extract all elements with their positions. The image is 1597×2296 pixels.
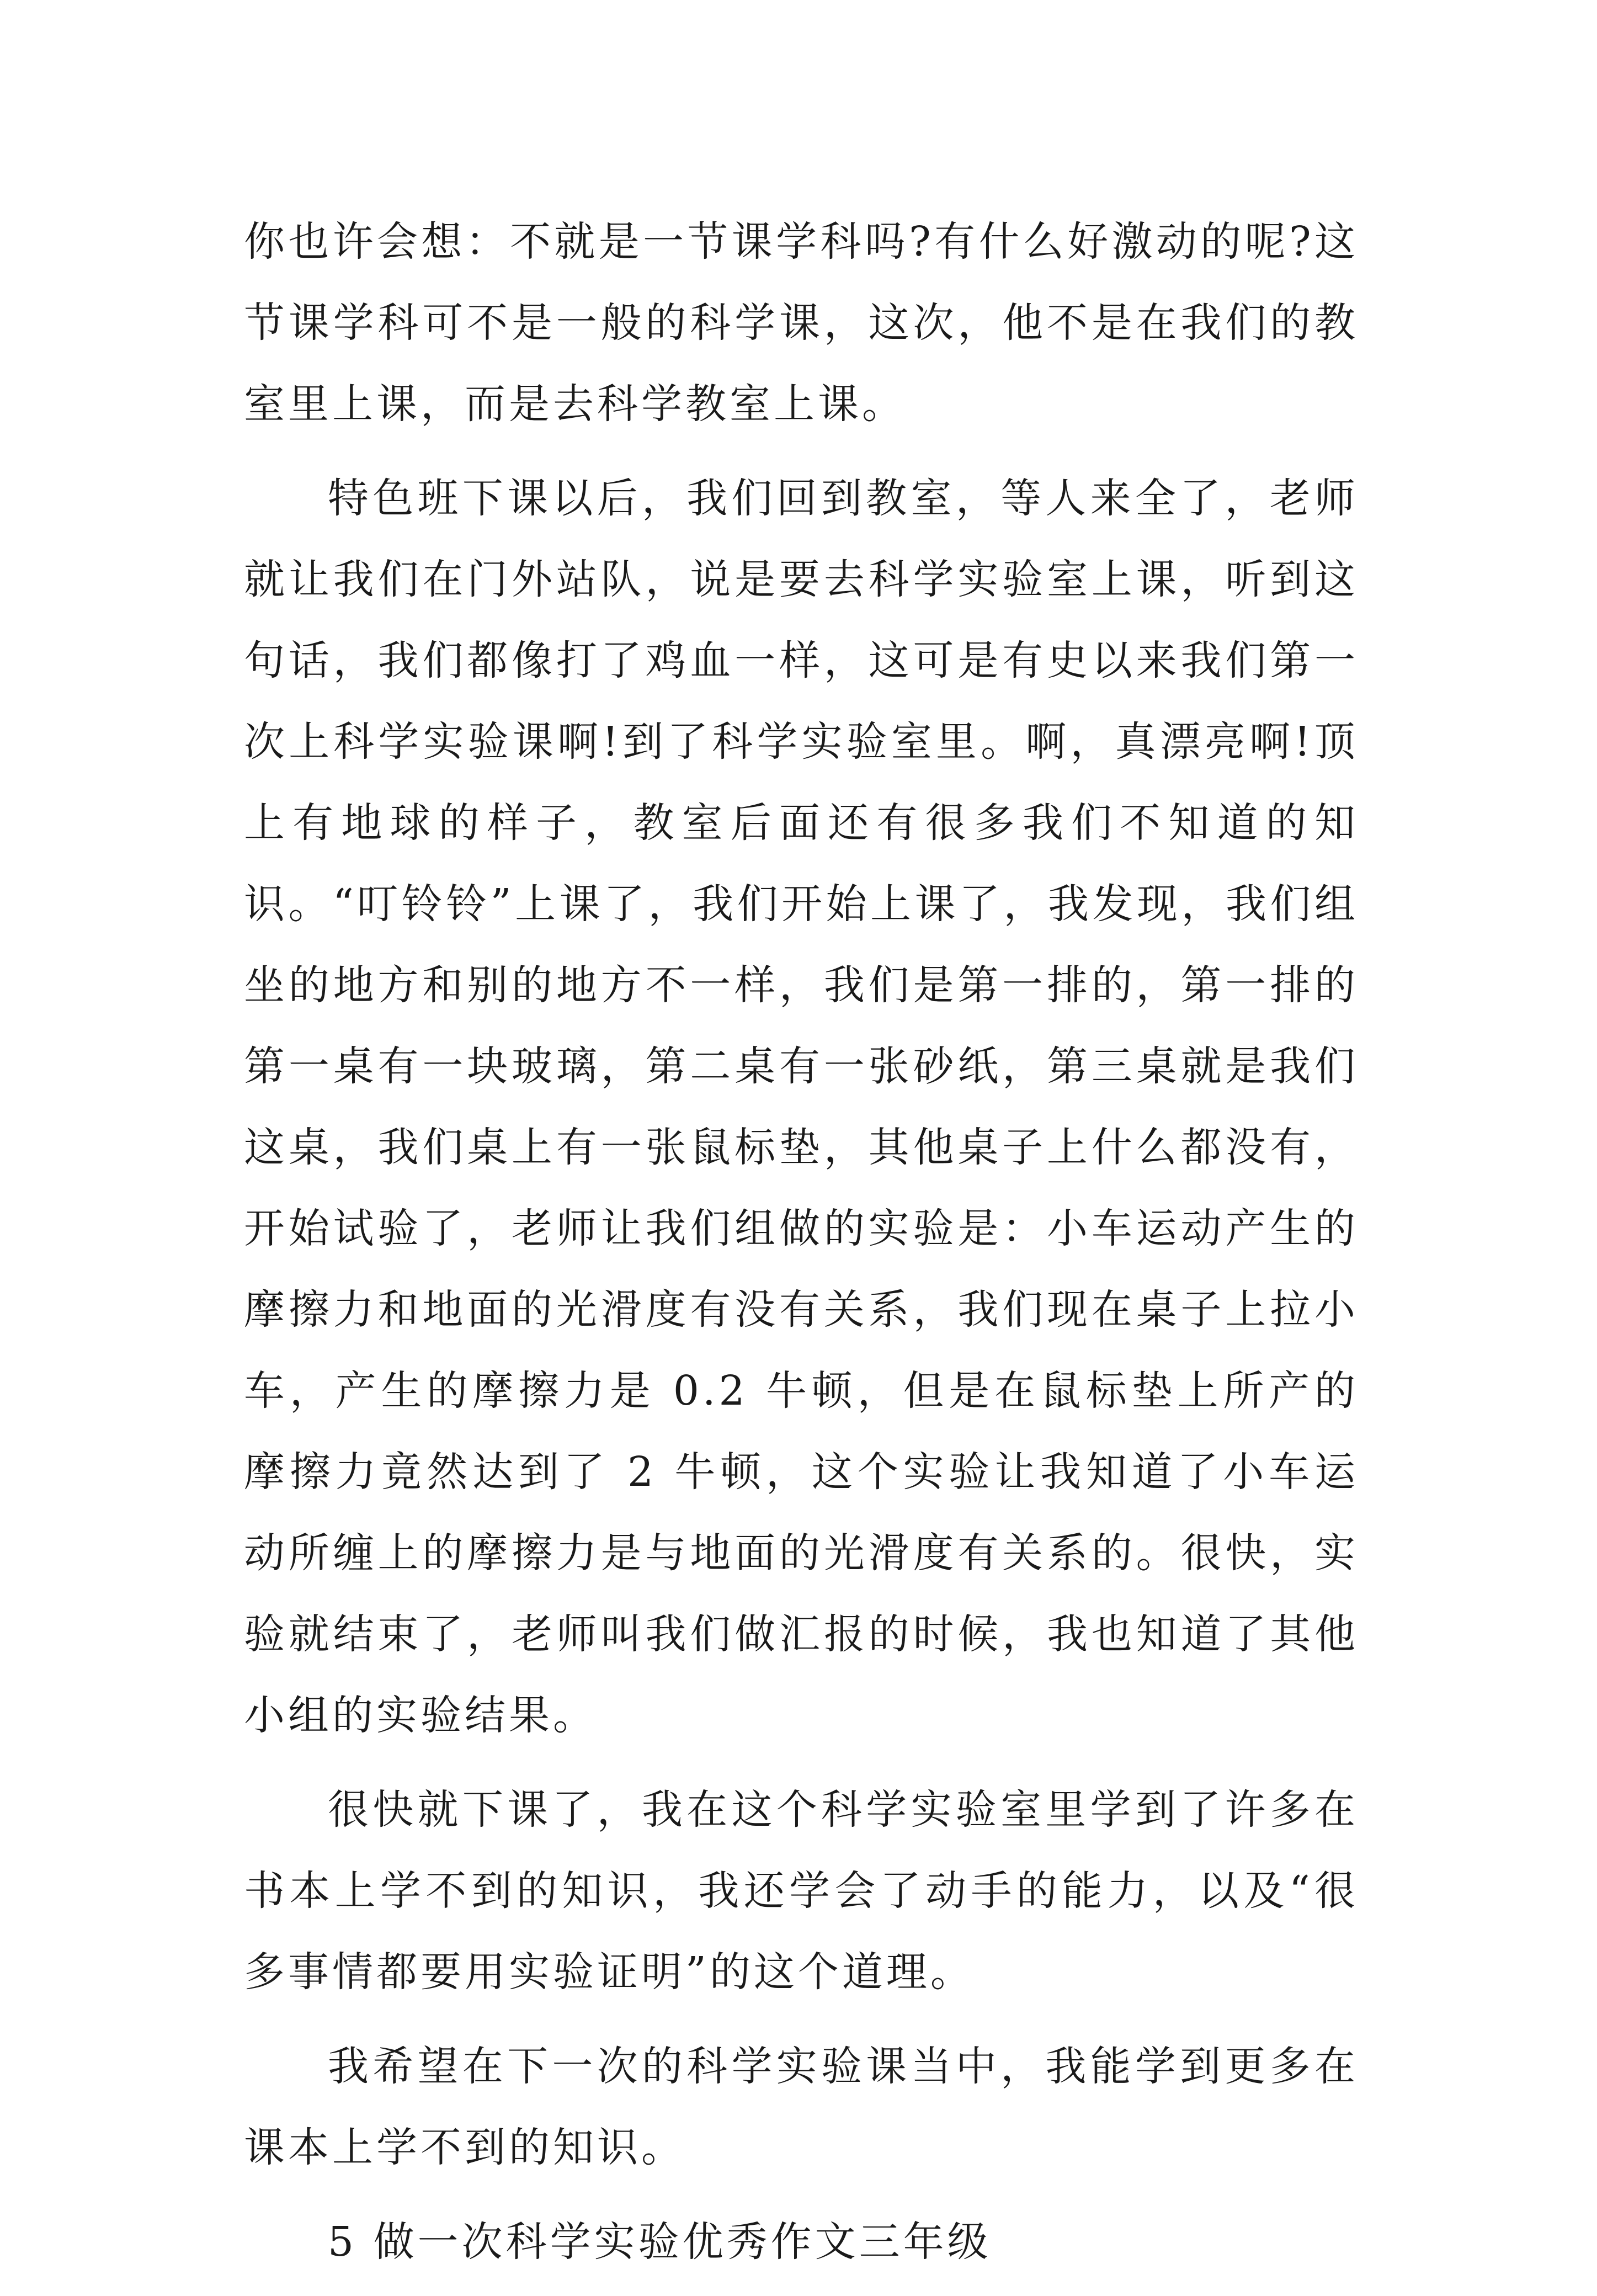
paragraph-2: 特色班下课以后，我们回到教室，等人来全了，老师就让我们在门外站队，说是要去科学实验室上课，听到这句话，我们都像打了鸡血一样，这可是有史以来我们第一次上科学实验课啊!到了科学实验室里。啊，真漂亮啊!顶上有地球的样子，教室后面还有很多我们不知道的知识。“叮铃铃”上课了，我们开始上课了，我发现，我们组坐的地方和别的地方不一样，我们是第一排的，第一排的第一桌有一块玻璃，第二桌有一张砂纸，第三桌就是我们这桌，我们桌上有一张鼠标垫，其他桌子上什么都没有，开始试验了，老师让我们组做的实验是：小车运动产生的摩擦力和地面的光滑度有没有关系，我们现在桌子上拉小车，产生的摩擦力是 0.2 牛顿，但是在鼠标垫上所产的摩擦力竟然达到了 2 牛顿，这个实验让我知道了小车运动所缠上的摩擦力是与地面的光滑度有关系的。很快，实验就结束了，老师叫我们做汇报的时候，我也知道了其他小组的实验结果。 (244, 475, 1359, 1739)
document-body (244, 201, 1359, 2296)
paragraph-4: 我希望在下一次的科学实验课当中，我能学到更多在课本上学不到的知识。 (244, 2043, 1359, 2171)
paragraph-1: 你也许会想：不就是一节课学科吗?有什么好激动的呢?这节课学科可不是一般的科学课，这次，他不是在我们的教室里上课，而是去科学教室上课。 (244, 218, 1359, 428)
paragraph-3: 很快就下课了，我在这个科学实验室里学到了许多在书本上学不到的知识，我还学会了动手的能力，以及“很多事情都要用实验证明”的这个道理。 (244, 1786, 1359, 1996)
section-heading: 5 做一次科学实验优秀作文三年级 (328, 2218, 992, 2266)
